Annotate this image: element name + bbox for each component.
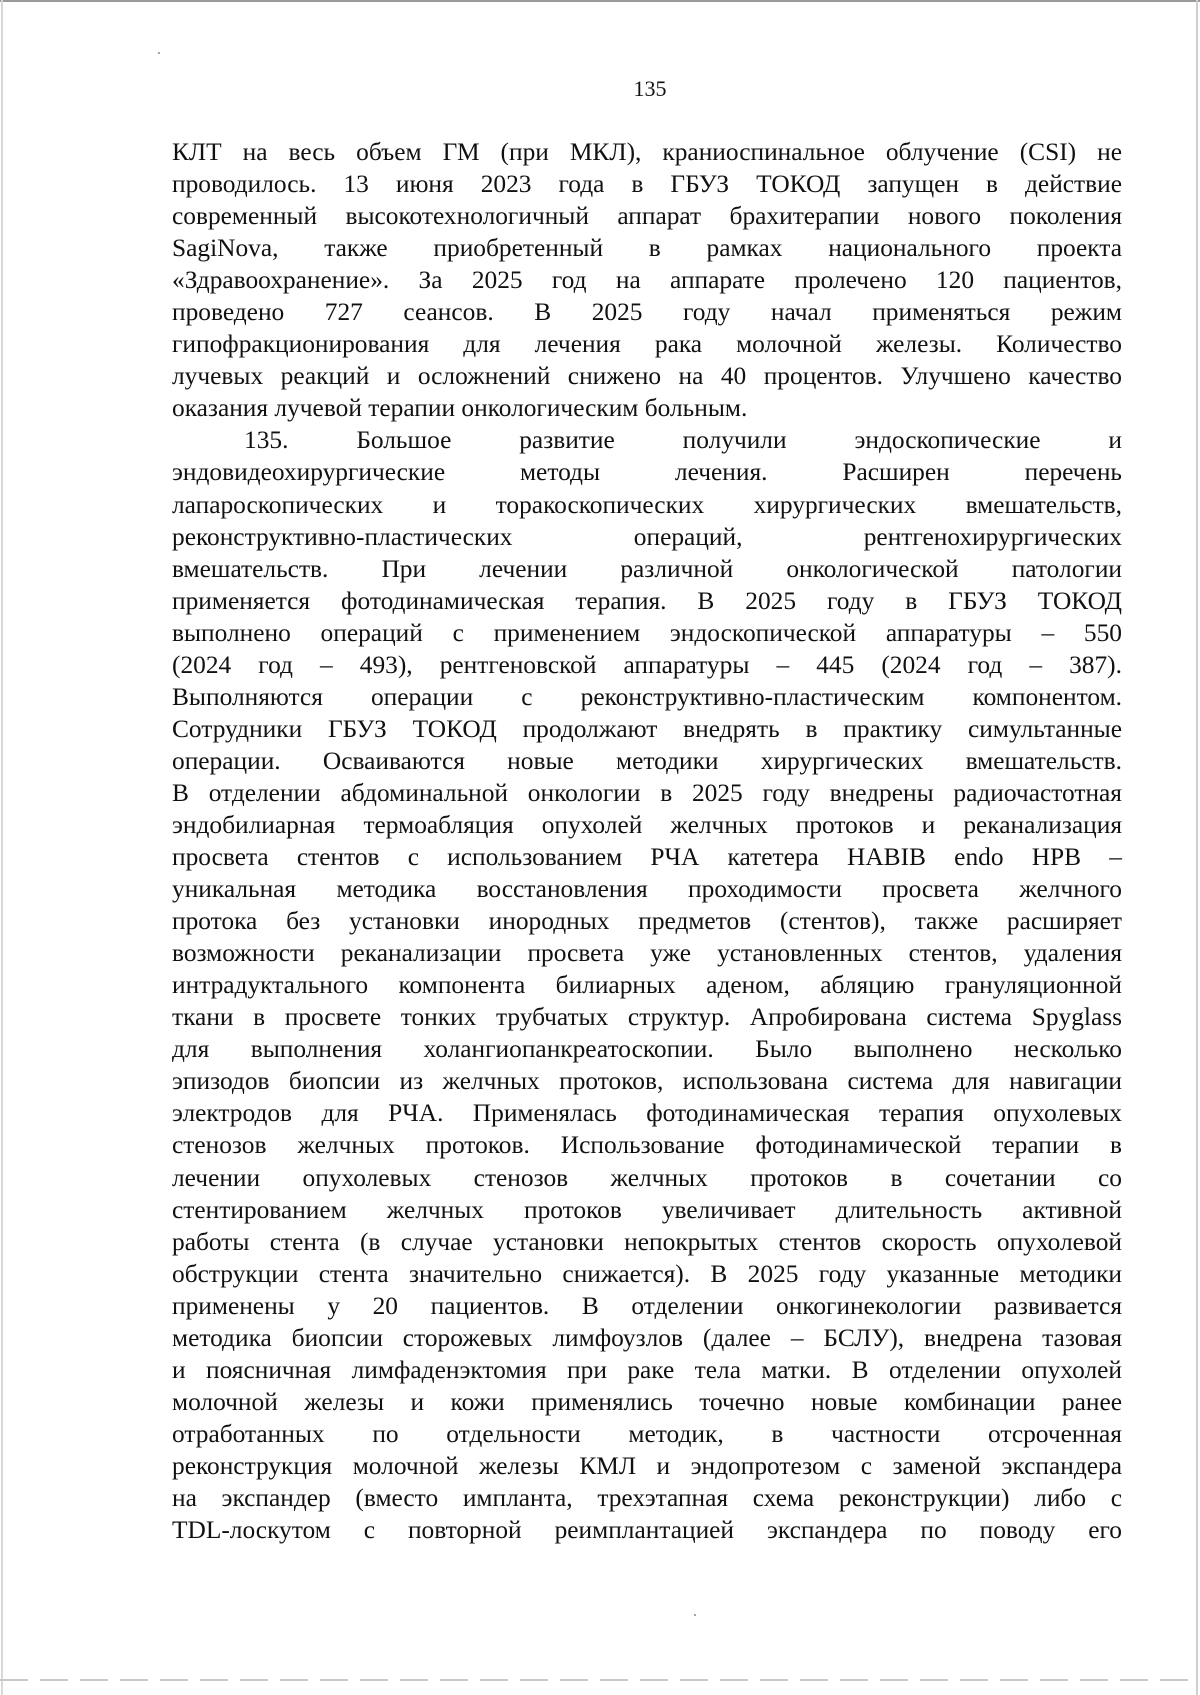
text-line: применяется фотодинамическая терапия. В 2025 году в ГБУЗ ТОКОД <box>172 586 1122 615</box>
scan-edge-left <box>1 0 3 1695</box>
text-line: операции. Осваиваются новые методики хирургических вмешательств. <box>172 746 1122 775</box>
text-line: просвета стентов с использованием РЧА катетера HABIB endo HPB – <box>172 843 1122 872</box>
text-line: протока без установки инородных предметов (стентов), также расширяет <box>172 907 1122 936</box>
scan-speck <box>694 1614 696 1616</box>
text-line: уникальная методика восстановления проходимости просвета желчного <box>172 875 1122 904</box>
text-line: реконструктивно-пластических операций, рентгенохирургических <box>172 522 1122 551</box>
text-line: обструкции стента значительно снижается). В 2025 году указанные методики <box>172 1259 1122 1288</box>
text-line: и поясничная лимфаденэктомия при раке тела матки. В отделении опухолей <box>172 1355 1122 1384</box>
text-line: работы стента (в случае установки непокрытых стентов скорость опухолевой <box>172 1227 1122 1256</box>
text-line: В отделении абдоминальной онкологии в 2025 году внедрены радиочастотная <box>172 778 1122 807</box>
text-line: на экспандер (вместо импланта, трехэтапная схема реконструкции) либо с <box>172 1483 1122 1512</box>
text-line: Сотрудники ГБУЗ ТОКОД продолжают внедрять в практику симультанные <box>172 714 1122 743</box>
scan-edge-right <box>1196 0 1198 1695</box>
text-line: возможности реканализации просвета уже установленных стентов, удаления <box>172 939 1122 968</box>
text-line: вмешательств. При лечении различной онкологической патологии <box>172 554 1122 583</box>
page-number: 135 <box>633 76 667 101</box>
text-line: отработанных по отдельности методик, в частности отсроченная <box>172 1419 1122 1448</box>
text-line: (2024 год – 493), рентгеновской аппаратуры – 445 (2024 год – 387). <box>172 650 1122 679</box>
text-line: оказания лучевой терапии онкологическим больным. <box>172 394 748 423</box>
text-line: Выполняются операции с реконструктивно-пластическим компонентом. <box>172 682 1122 711</box>
body-text <box>172 136 1122 1546</box>
text-line: SagiNova, также приобретенный в рамках национального проекта <box>172 234 1122 263</box>
text-line: «Здравоохранение». За 2025 год на аппарате пролечено 120 пациентов, <box>172 266 1122 295</box>
text-line: TDL-лоскутом с повторной реимплантацией экспандера по поводу его <box>172 1516 1122 1545</box>
text-line: современный высокотехнологичный аппарат брахитерапии нового поколения <box>172 202 1122 231</box>
text-line: 135. Большое развитие получили эндоскопические и <box>244 426 1122 455</box>
scan-speck <box>158 52 160 54</box>
text-line: ткани в просвете тонких трубчатых структур. Апробирована система Spyglass <box>172 1003 1122 1032</box>
text-line: применены у 20 пациентов. В отделении онкогинекологии развивается <box>172 1291 1122 1320</box>
text-line: реконструкция молочной железы КМЛ и эндопротезом с заменой экспандера <box>172 1451 1122 1480</box>
scan-edge-bottom <box>0 1679 1200 1681</box>
text-line: методика биопсии сторожевых лимфоузлов (далее – БСЛУ), внедрена тазовая <box>172 1323 1122 1352</box>
text-line: КЛТ на весь объем ГМ (при МКЛ), краниоспинальное облучение (CSI) не <box>172 138 1122 166</box>
text-line: электродов для РЧА. Применялась фотодинамическая терапия опухолевых <box>172 1099 1122 1128</box>
scan-edge-top <box>0 0 1200 2</box>
text-line: лапароскопических и торакоскопических хирургических вмешательств, <box>172 490 1122 519</box>
text-line: эндобилиарная термоабляция опухолей желчных протоков и реканализация <box>172 810 1122 839</box>
text-line: эпизодов биопсии из желчных протоков, использована система для навигации <box>172 1067 1122 1096</box>
text-line: для выполнения холангиопанкреатоскопии. Было выполнено несколько <box>172 1035 1122 1064</box>
text-line: лечении опухолевых стенозов желчных протоков в сочетании со <box>172 1163 1122 1192</box>
text-line: стентированием желчных протоков увеличивает длительность активной <box>172 1195 1122 1224</box>
text-line: стенозов желчных протоков. Использование фотодинамической терапии в <box>172 1131 1122 1160</box>
text-line: проводилось. 13 июня 2023 года в ГБУЗ ТОКОД запущен в действие <box>172 170 1122 199</box>
text-line: выполнено операций с применением эндоскопической аппаратуры – 550 <box>172 618 1122 647</box>
paragraph-1 <box>172 136 1122 424</box>
text-line: молочной железы и кожи применялись точечно новые комбинации ранее <box>172 1387 1122 1416</box>
text-line: интрадуктального компонента билиарных аденом, абляцию грануляционной <box>172 971 1122 1000</box>
text-line: проведено 727 сеансов. В 2025 году начал применяться режим <box>172 298 1122 327</box>
text-line: эндовидеохирургические методы лечения. Расширен перечень <box>172 458 1122 487</box>
paragraph-2 <box>172 424 1122 1546</box>
text-line: гипофракционирования для лечения рака молочной железы. Количество <box>172 330 1122 359</box>
text-line: лучевых реакций и осложнений снижено на 40 процентов. Улучшено качество <box>172 362 1122 391</box>
